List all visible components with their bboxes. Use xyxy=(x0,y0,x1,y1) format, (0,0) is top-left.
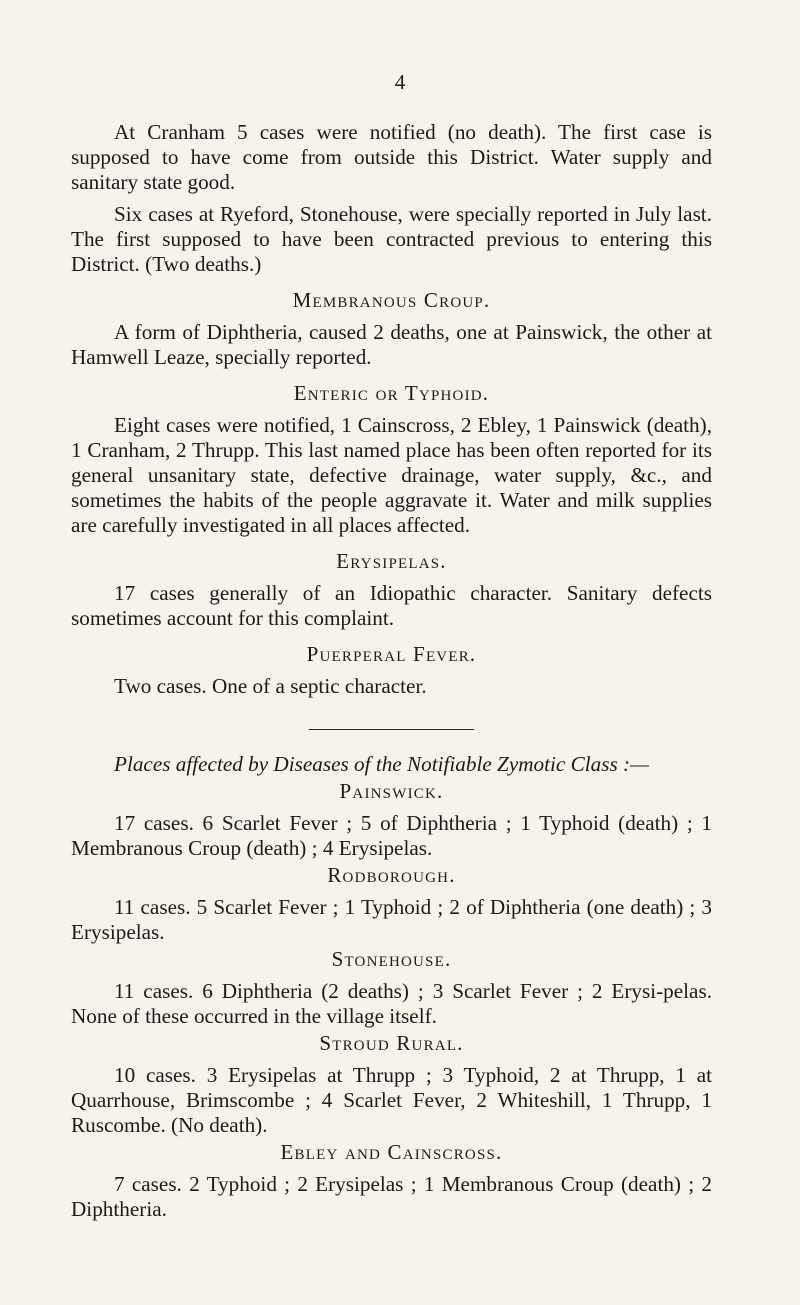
ebley-cainscross-paragraph: 7 cases. 2 Typhoid ; 2 Erysipelas ; 1 Membranous Croup (death) ; 2 Diphtheria. xyxy=(71,1172,712,1221)
cranham-paragraph: At Cranham 5 cases were notified (no death). The first case is supposed to have come from outside this District. Water supply and sanitary state good. xyxy=(71,120,712,194)
enteric-paragraph: Eight cases were notified, 1 Cainscross, 2 Ebley, 1 Painswick (death), 1 Cranham, 2 Thrupp. This last named place has been often reported for its general unsanitary state, defective drainage, water supply, &c., and sometimes the habits of the people aggravate it. Water and milk supplies are carefully investigated in all places affected. xyxy=(71,413,712,537)
painswick-paragraph: 17 cases. 6 Scarlet Fever ; 5 of Diphtheria ; 1 Typhoid (death) ; 1 Membranous Croup (death) ; 4 Erysipelas. xyxy=(71,811,712,860)
membranous-croup-paragraph: A form of Diphtheria, caused 2 deaths, one at Painswick, the other at Hamwell Leaze, specially reported. xyxy=(71,320,712,369)
painswick-heading: Painswick. xyxy=(339,779,444,803)
puerperal-paragraph: Two cases. One of a septic character. xyxy=(114,674,427,698)
erysipelas-paragraph: 17 cases generally of an Idiopathic character. Sanitary defects sometimes account for this complaint. xyxy=(71,581,712,630)
stroud-rural-paragraph: 10 cases. 3 Erysipelas at Thrupp ; 3 Typhoid, 2 at Thrupp, 1 at Quarrhouse, Brimscombe ; 4 Scarlet Fever, 2 Whiteshill, 1 Thrupp, 1 Ruscombe. (No death). xyxy=(71,1063,712,1137)
places-intro: Places affected by Diseases of the Notifiable Zymotic Class :— xyxy=(114,752,649,776)
ryeford-paragraph: Six cases at Ryeford, Stonehouse, were specially reported in July last. The first supposed to have been contracted previous to entering this District. (Two deaths.) xyxy=(71,202,712,276)
page-number: 4 xyxy=(394,70,406,94)
section-divider xyxy=(309,729,474,730)
rodborough-paragraph: 11 cases. 5 Scarlet Fever ; 1 Typhoid ; 2 of Diphtheria (one death) ; 3 Erysipelas. xyxy=(71,895,712,944)
places-affected-section xyxy=(71,752,712,1222)
membranous-croup-heading: Membranous Croup. xyxy=(292,288,491,312)
ebley-cainscross-heading: Ebley and Cainscross. xyxy=(280,1140,503,1164)
rodborough-heading: Rodborough. xyxy=(327,863,456,887)
stroud-rural-heading: Stroud Rural. xyxy=(319,1031,464,1055)
stonehouse-heading: Stonehouse. xyxy=(331,947,452,971)
enteric-heading: Enteric or Typhoid. xyxy=(293,381,490,405)
stonehouse-paragraph: 11 cases. 6 Diphtheria (2 deaths) ; 3 Scarlet Fever ; 2 Erysi-pelas. None of these occurred in the village itself. xyxy=(71,979,712,1028)
puerperal-heading: Puerperal Fever. xyxy=(306,642,477,666)
erysipelas-heading: Erysipelas. xyxy=(336,549,447,573)
page-body xyxy=(71,120,712,1222)
